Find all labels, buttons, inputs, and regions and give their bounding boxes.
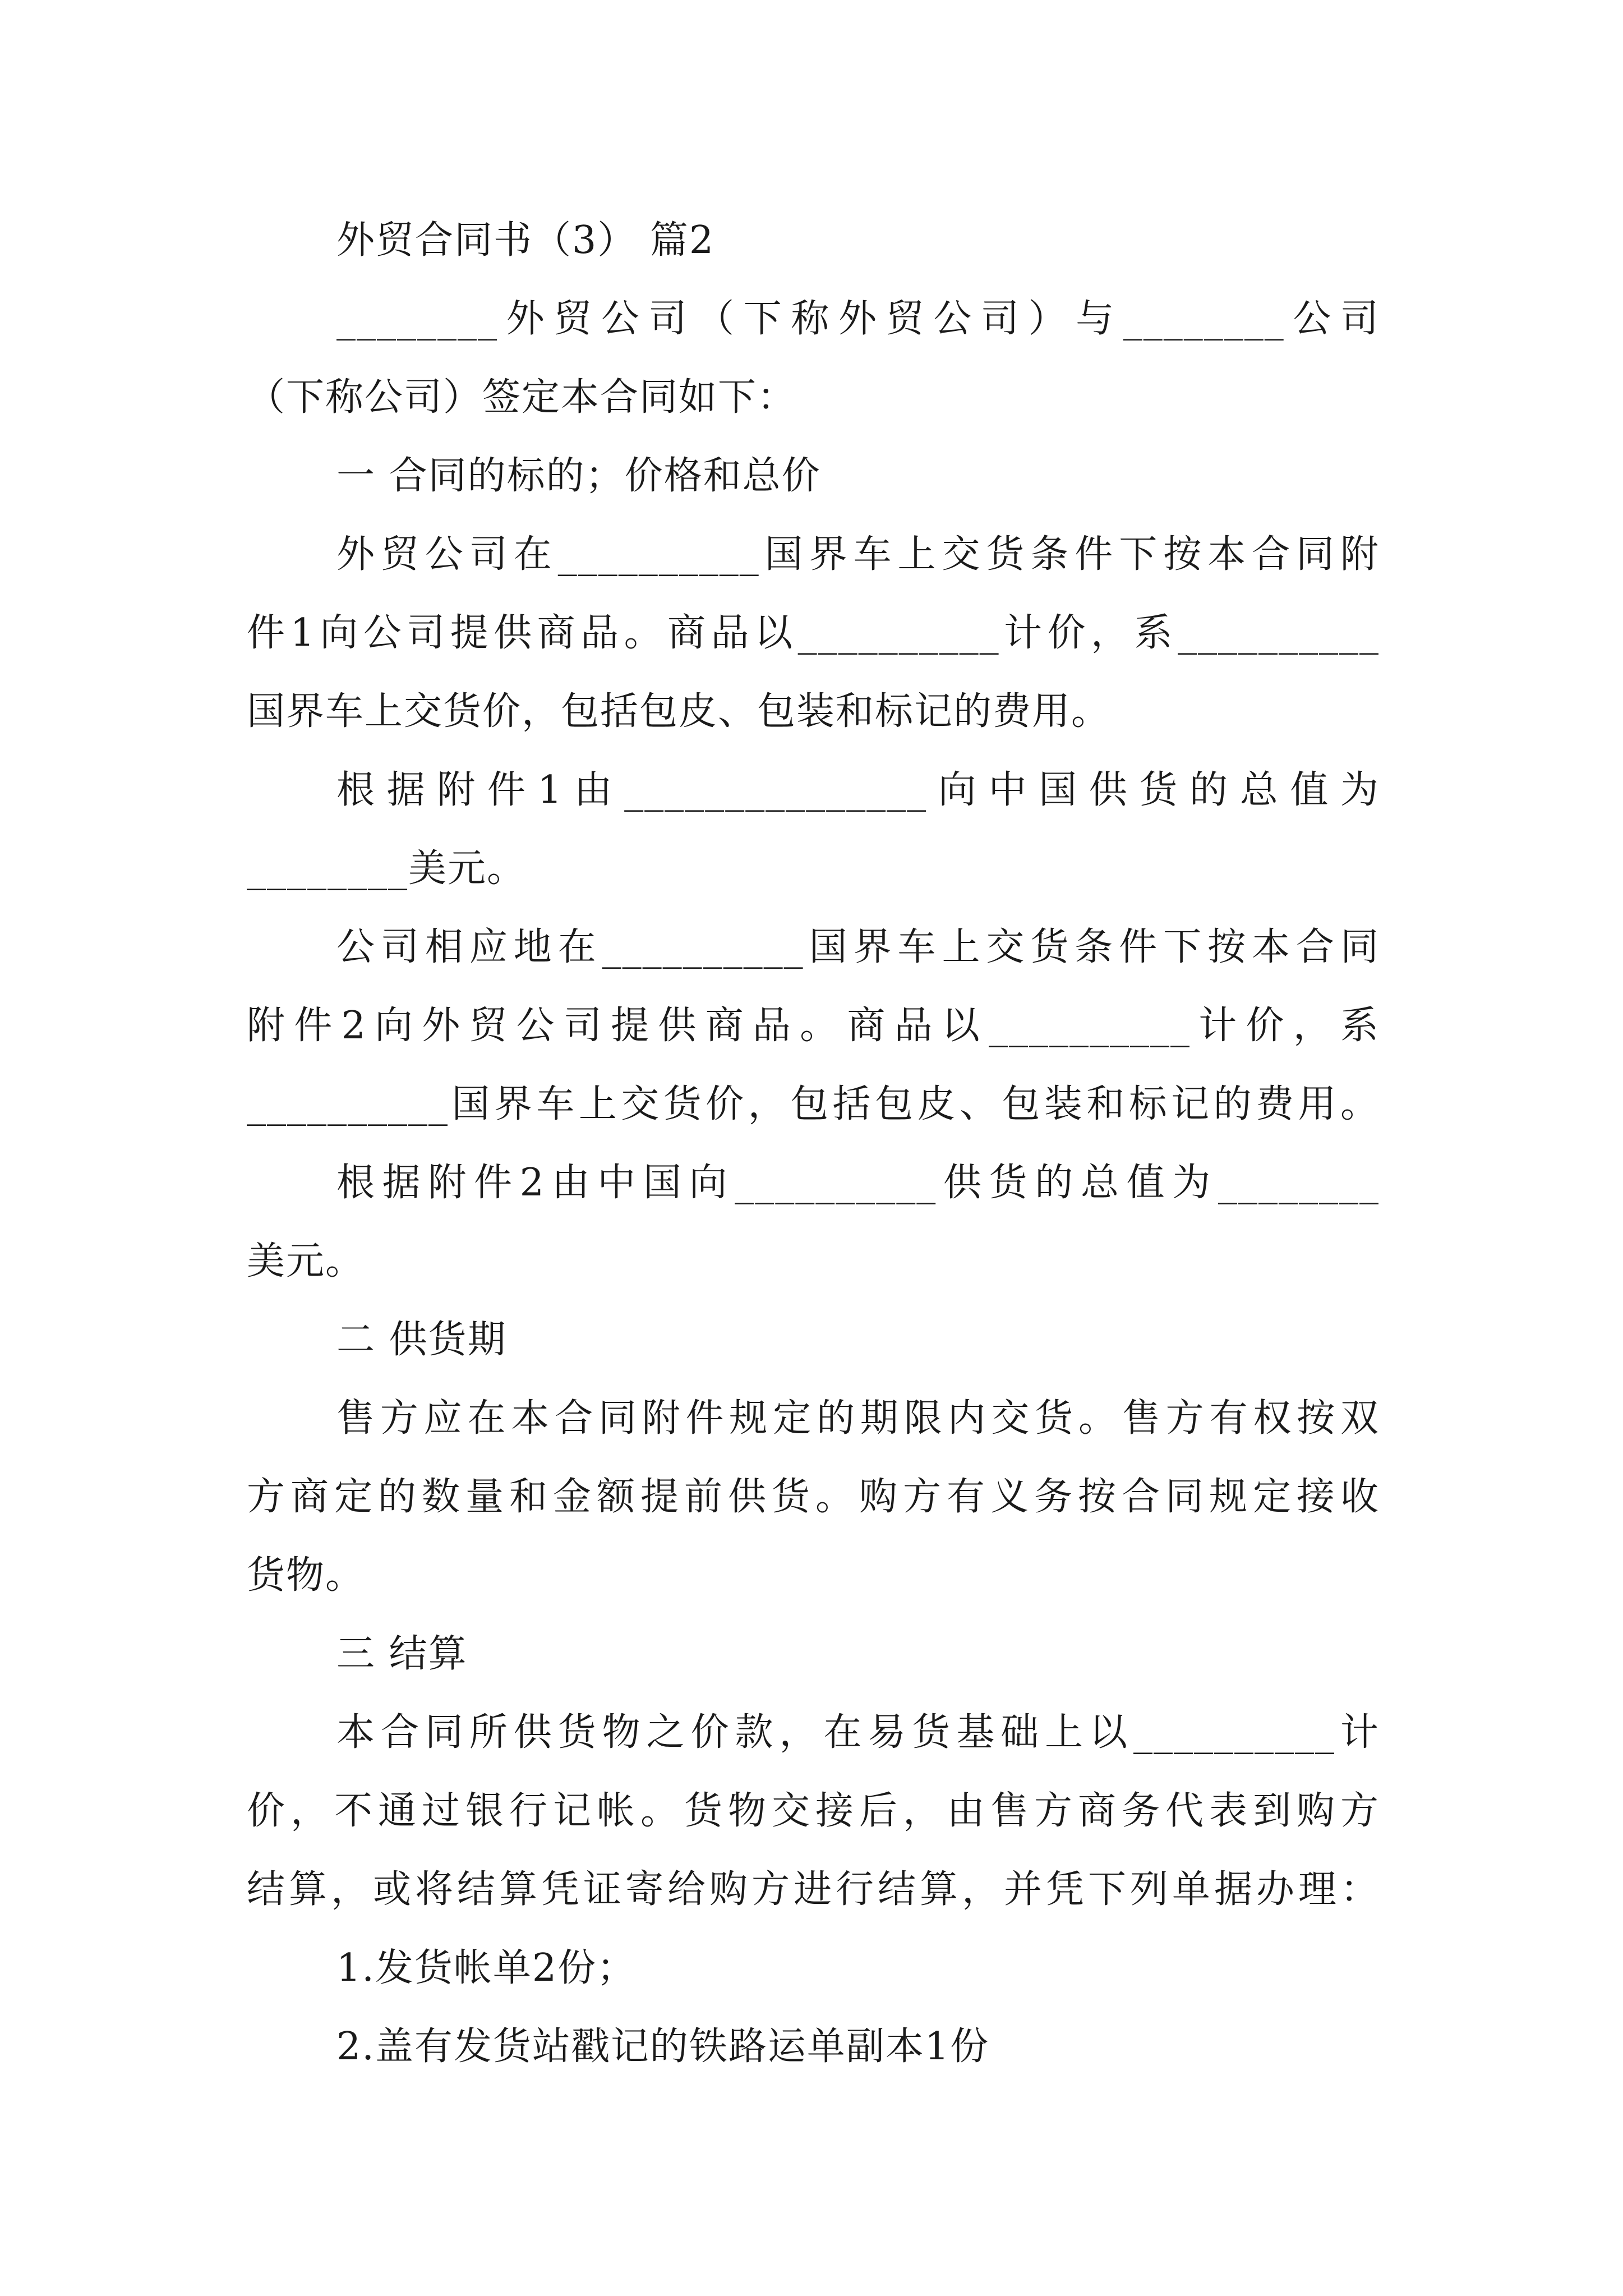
paragraph-line: （下称公司）签定本合同如下：	[247, 375, 797, 420]
paragraph-line: 货物。	[247, 1553, 365, 1598]
paragraph-line: 附件2向外贸公司提供商品。商品以__________计价，系	[247, 1004, 1380, 1048]
paragraph-line: 本合同所供货物之价款，在易货基础上以__________计	[336, 1710, 1380, 1755]
paragraph-line: 件1向公司提供商品。商品以__________计价，系__________	[247, 611, 1380, 655]
paragraph-line: ________美元。	[247, 846, 527, 891]
section-heading: 一 合同的标的；价格和总价	[336, 454, 821, 498]
paragraph-line: 公司相应地在__________国界车上交货条件下按本合同	[336, 925, 1380, 969]
doc-title: 外贸合同书（3） 篇2	[336, 218, 715, 263]
paragraph-line: 外贸公司在__________国界车上交货条件下按本合同附	[336, 532, 1380, 577]
paragraph-line: 根据附件2由中国向__________供货的总值为________	[336, 1161, 1380, 1205]
paragraph-line: 方商定的数量和金额提前供货。购方有义务按合同规定接收	[247, 1475, 1380, 1519]
paragraph-line: 结算，或将结算凭证寄给购方进行结算，并凭下列单据办理：	[247, 1867, 1380, 1912]
paragraph-line: ________外贸公司（下称外贸公司）与________公司	[336, 297, 1380, 341]
paragraph-line: __________国界车上交货价，包括包皮、包装和标记的费用。	[247, 1082, 1380, 1126]
paragraph-line: 美元。	[247, 1239, 365, 1283]
list-item: 1.发货帐单2份；	[336, 1946, 637, 1990]
list-item: 2.盖有发货站戳记的铁路运单副本1份	[336, 2024, 990, 2069]
paragraph-line: 售方应在本合同附件规定的期限内交货。售方有权按双	[336, 1396, 1380, 1441]
paragraph-line: 根据附件1由_______________向中国供货的总值为	[336, 768, 1380, 812]
paragraph-line: 国界车上交货价，包括包皮、包装和标记的费用。	[247, 689, 1111, 734]
section-heading: 三 结算	[336, 1632, 468, 1676]
paragraph-line: 价，不通过银行记帐。货物交接后，由售方商务代表到购方	[247, 1789, 1380, 1833]
section-heading: 二 供货期	[336, 1318, 507, 1362]
